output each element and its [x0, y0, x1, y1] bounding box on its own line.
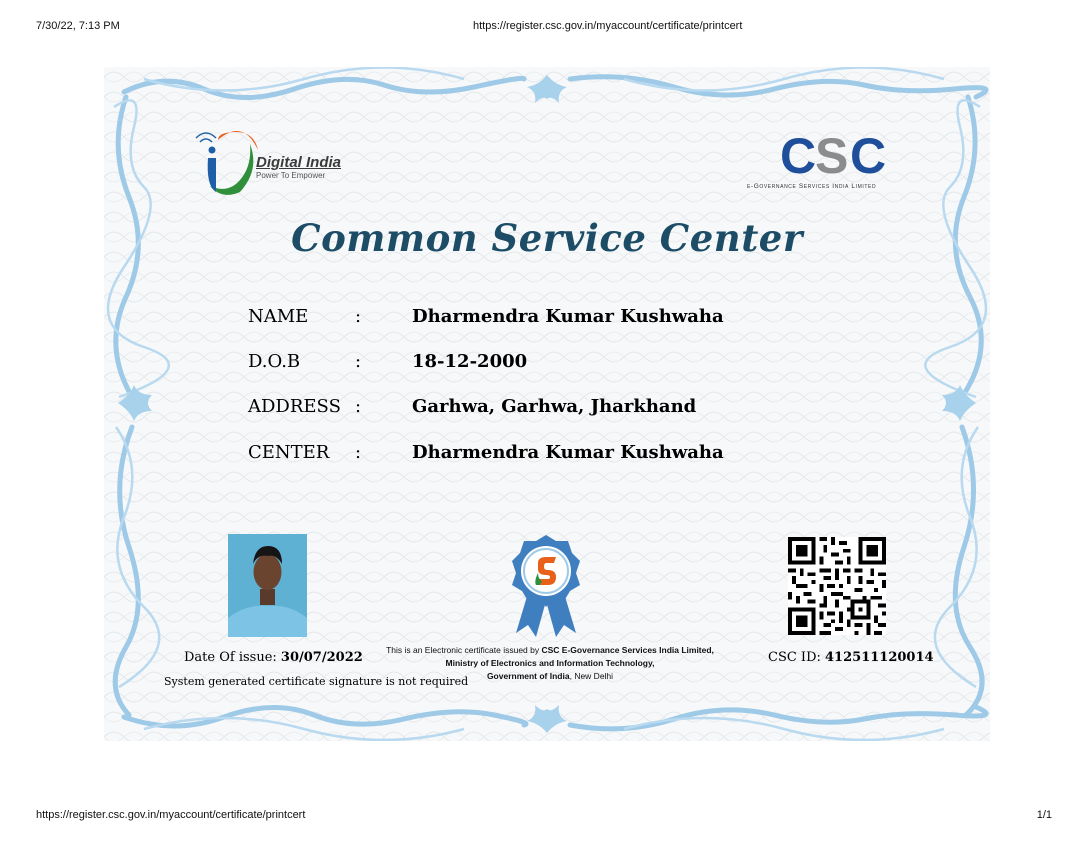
qr-code	[788, 537, 886, 635]
field-label: CENTER	[248, 442, 330, 463]
digital-india-tagline: Power To Empower	[256, 171, 326, 180]
csc-id-value: 412511120014	[825, 650, 934, 665]
field-separator: :	[355, 306, 362, 327]
field-separator: :	[355, 442, 362, 463]
csc-id	[768, 650, 934, 665]
print-page-number: 1/1	[1036, 809, 1052, 821]
issuer-name: CSC E-Governance Services India Limited,	[541, 645, 714, 655]
issued-by-statement	[360, 644, 740, 683]
signature-note: System generated certificate signature is not required	[164, 675, 469, 688]
field-separator: :	[355, 351, 362, 372]
csc-letter-c1: C	[780, 129, 817, 179]
csc-letter-c2: C	[850, 129, 886, 179]
field-value: 18-12-2000	[412, 351, 528, 372]
print-date-time: 7/30/22, 7:13 PM	[36, 20, 120, 32]
certificate-title: Common Service Center	[291, 216, 803, 260]
ministry-name: Ministry of Electronics and Information Technology,	[445, 658, 655, 668]
csc-id-label: CSC ID:	[768, 650, 821, 665]
csc-subtitle: e-Governance Services India Limited	[747, 183, 877, 190]
print-footer-url: https://register.csc.gov.in/myaccount/certificate/printcert	[36, 809, 306, 821]
holder-photo	[228, 534, 307, 637]
issued-by-location: , New Delhi	[569, 671, 614, 681]
field-value: Dharmendra Kumar Kushwaha	[412, 442, 724, 463]
date-of-issue	[184, 650, 363, 665]
print-header-url: https://register.csc.gov.in/myaccount/certificate/printcert	[473, 20, 743, 32]
date-of-issue-value: 30/07/2022	[280, 650, 363, 665]
digital-india-title: Digital India	[256, 154, 342, 171]
field-value: Dharmendra Kumar Kushwaha	[412, 306, 724, 327]
csc-letter-s: S	[815, 129, 849, 179]
csc-logo	[780, 129, 886, 179]
field-separator: :	[355, 396, 362, 417]
date-of-issue-label: Date Of issue:	[184, 650, 277, 665]
issued-by-prefix: This is an Electronic certificate issued by	[386, 645, 540, 655]
field-value: Garhwa, Garhwa, Jharkhand	[412, 396, 697, 417]
field-label: NAME	[248, 306, 309, 327]
field-label: ADDRESS	[248, 396, 341, 417]
certificate-seal-badge	[508, 533, 584, 639]
field-label: D.O.B	[248, 351, 301, 372]
government-name: Government of India	[486, 671, 570, 681]
certificate	[104, 67, 990, 741]
